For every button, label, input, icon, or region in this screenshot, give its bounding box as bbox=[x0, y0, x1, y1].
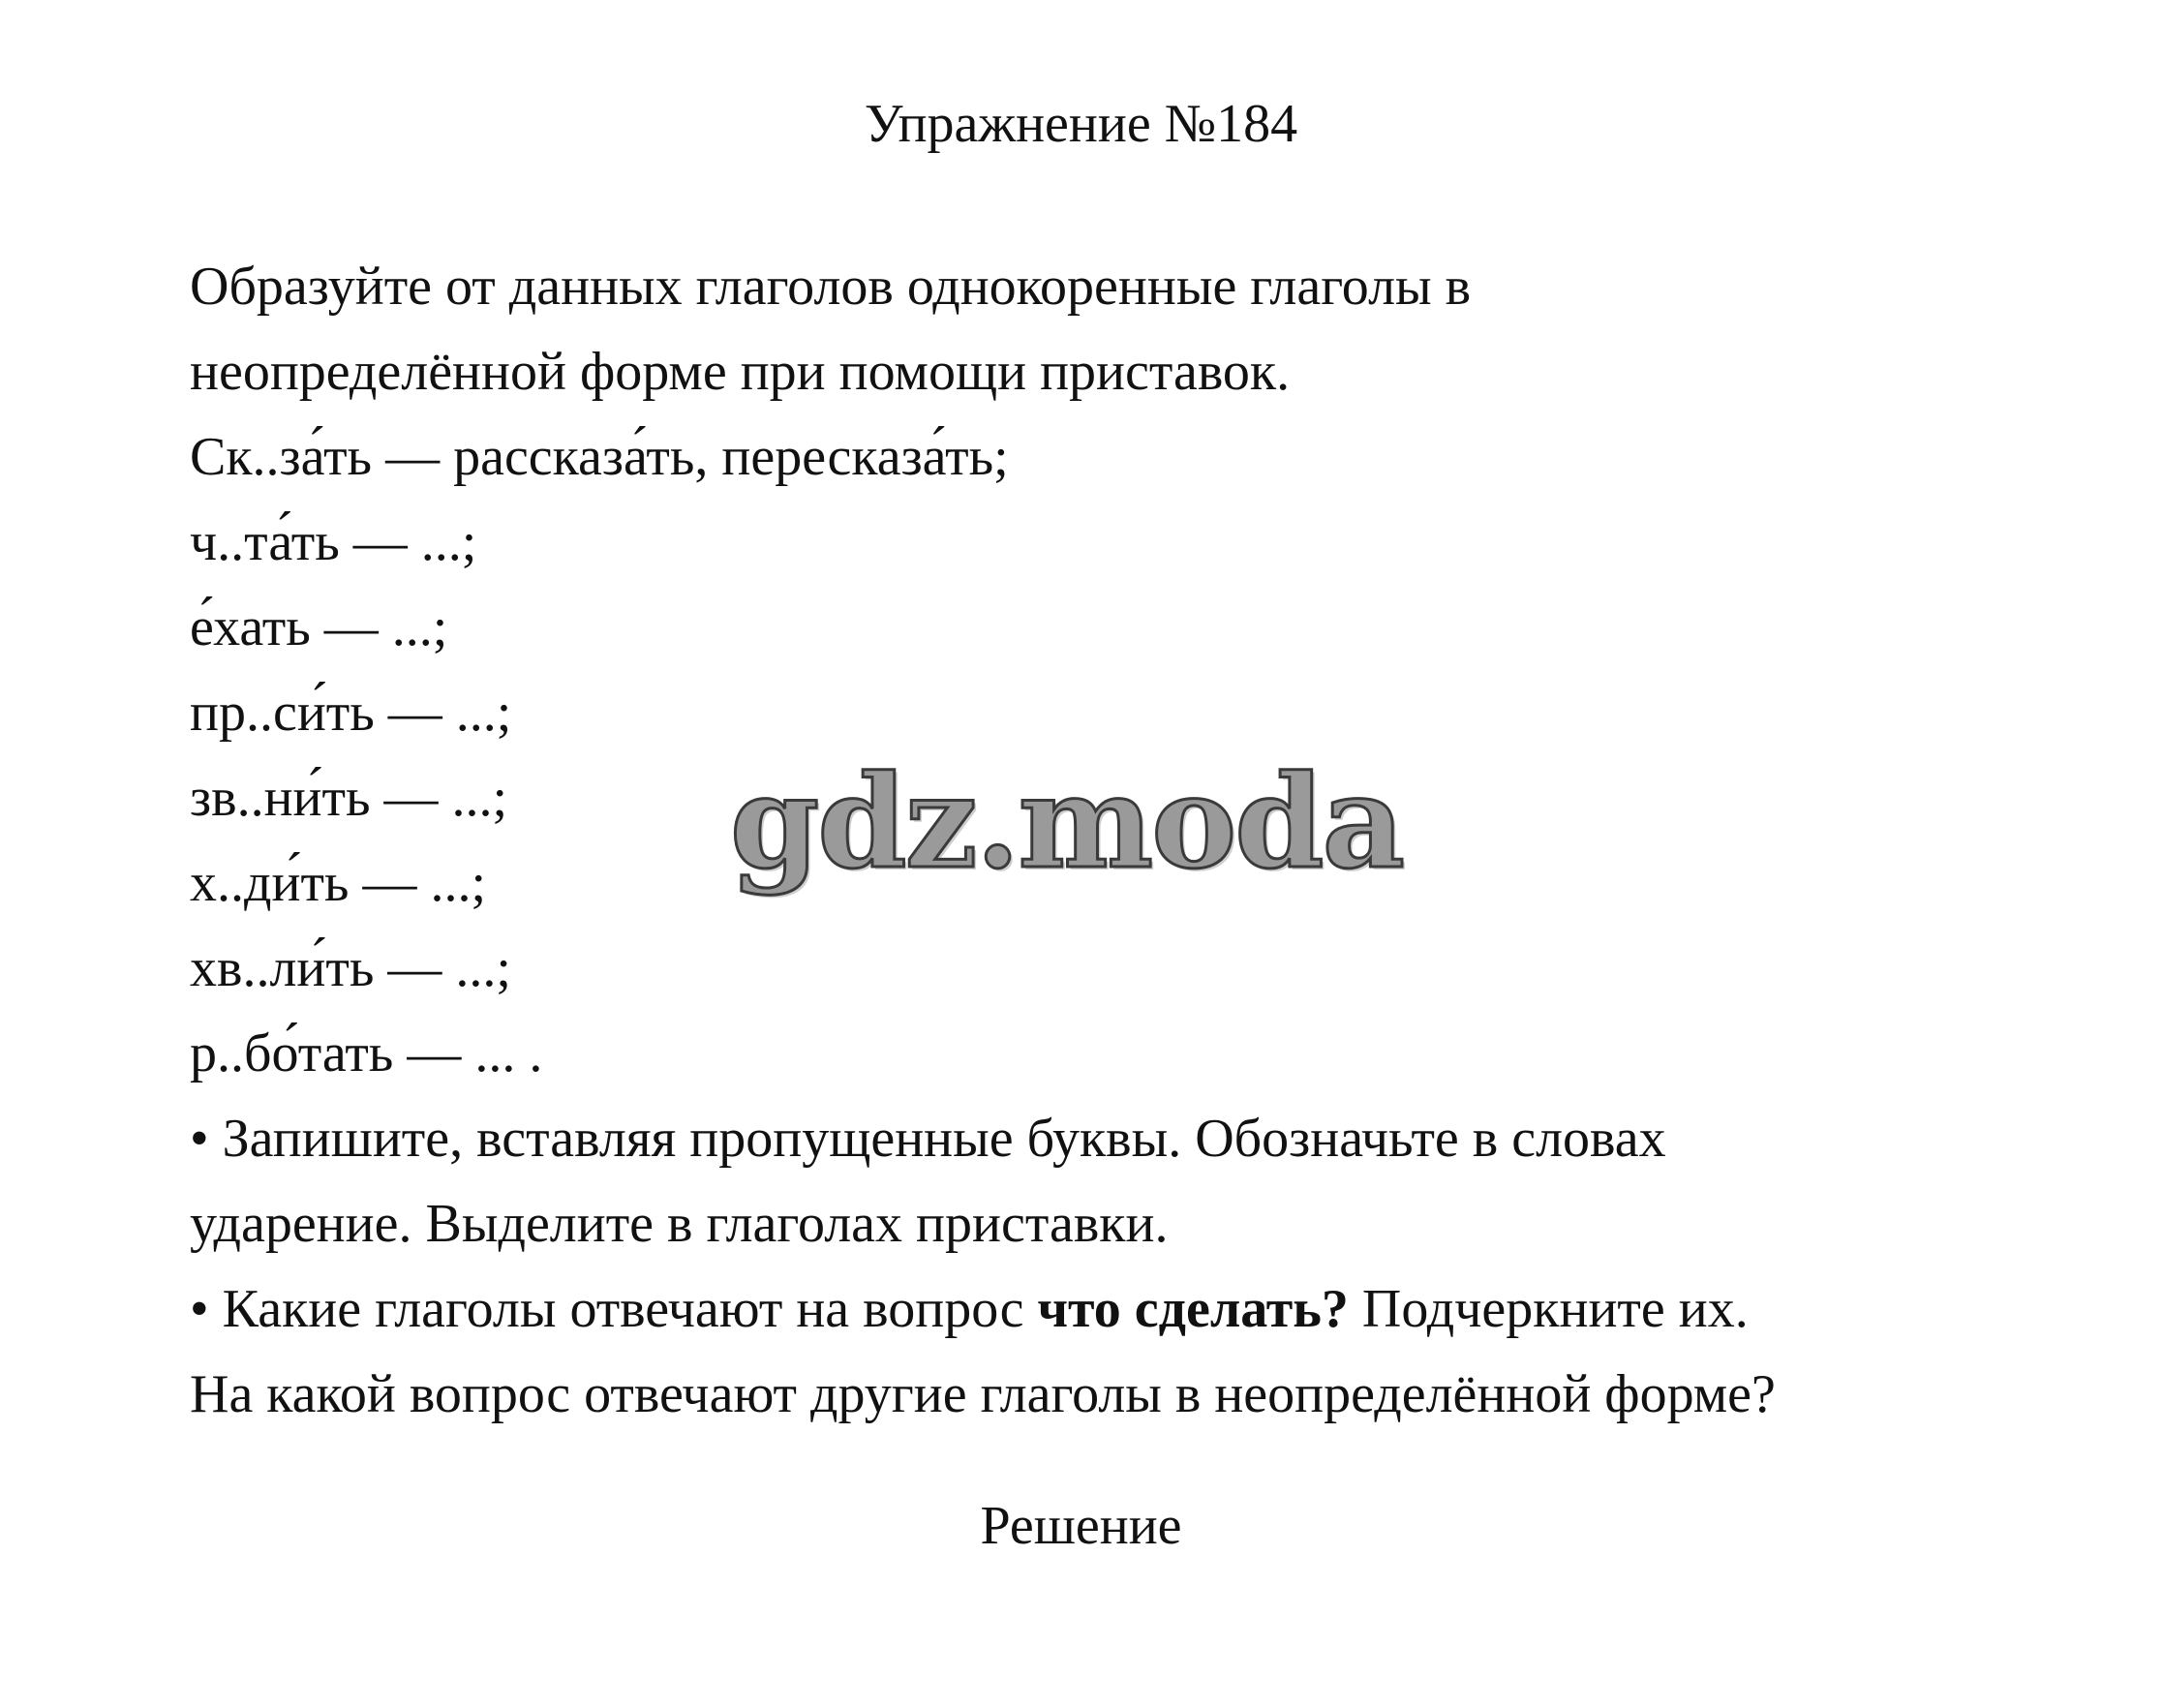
verb-line-8: р..бо́тать — ... . bbox=[190, 1023, 543, 1083]
verb-line-6: х..ди́ть — ...; bbox=[190, 853, 487, 913]
task-1-line-1: • Запишите, вставляя пропущенные буквы. Обозначьте в словах bbox=[190, 1109, 1666, 1169]
exercise-title: Упражнение №184 bbox=[864, 94, 1298, 154]
verb-line-2: ч..та́ть — ...; bbox=[190, 512, 477, 572]
task-2-bold-question: что сделать? bbox=[1037, 1279, 1349, 1339]
verb-line-7: хв..ли́ть — ...; bbox=[190, 938, 511, 998]
task-2-line-2: На какой вопрос отвечают другие глаголы в неопределённой форме? bbox=[190, 1364, 1776, 1424]
verb-line-1: Ск..за́ть — рассказа́ть, пересказа́ть; bbox=[190, 427, 1009, 487]
solution-heading: Решение bbox=[980, 1496, 1182, 1556]
task-1-line-2: ударение. Выделите в глаголах приставки. bbox=[190, 1194, 1169, 1254]
watermark-logo: gdz.moda bbox=[730, 747, 1404, 898]
task-2-text-before: • Какие глаголы отвечают на вопрос bbox=[190, 1279, 1038, 1339]
task-2-line-1 bbox=[190, 1266, 2087, 1352]
instruction-line-1: Образуйте от данных глаголов однокоренные глаголы в bbox=[190, 257, 1472, 317]
instruction-line-2: неопределённой форме при помощи приставок. bbox=[190, 342, 1291, 402]
verb-line-5: зв..ни́ть — ...; bbox=[190, 768, 508, 828]
verb-line-4: пр..си́ть — ...; bbox=[190, 683, 512, 743]
verb-line-3: е́хать — ...; bbox=[190, 597, 448, 657]
task-2-text-after: Подчеркните их. bbox=[1348, 1279, 1749, 1339]
